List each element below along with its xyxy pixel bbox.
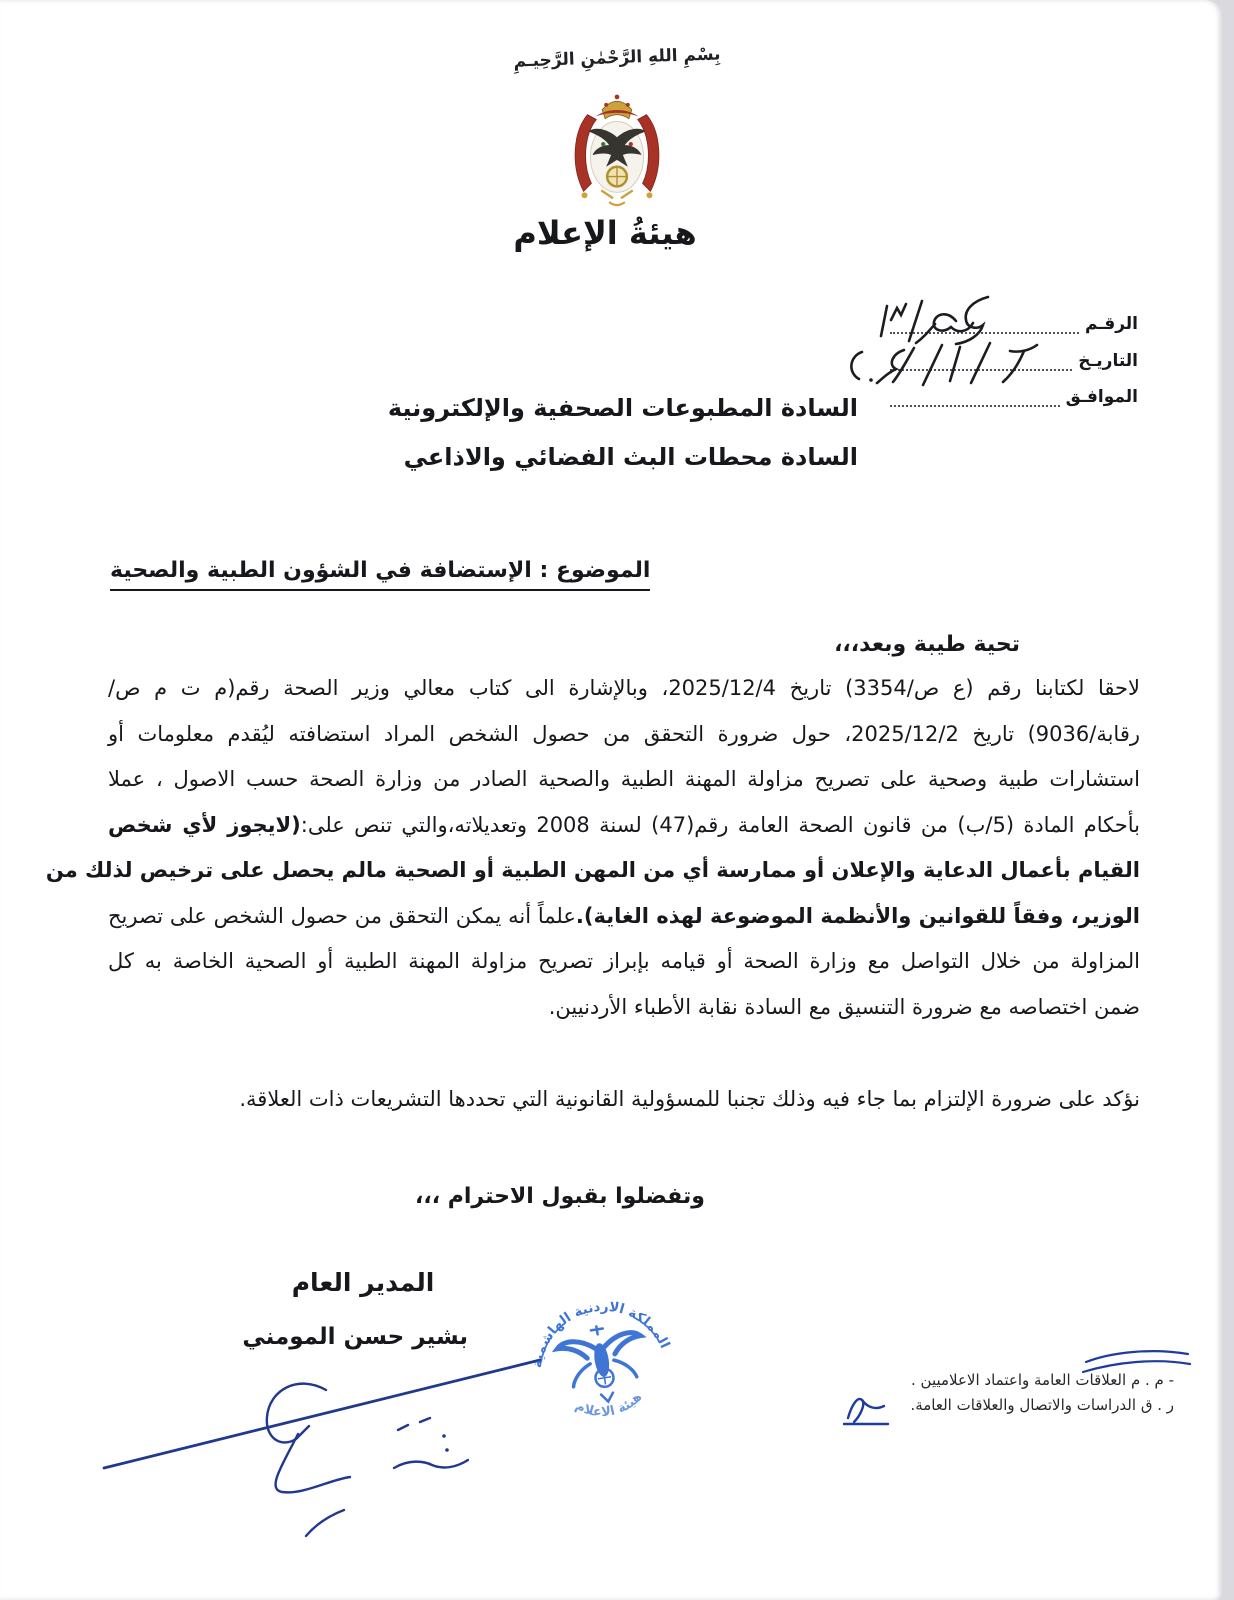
body-line: الوزير، وفقاً للقوانين والأنظمة الموضوعة لهذه الغاية).علماً أنه يمكن التحقق من حصول الشخص على تصريح [108, 903, 1140, 928]
addressee-block [387, 384, 858, 482]
pen-initials [836, 1388, 894, 1430]
subject-text: الموضوع : الإستضافة في الشؤون الطبية والصحية [110, 558, 650, 591]
body-line: بأحكام المادة (5/ب) من قانون الصحة العامة رقم(47) لسنة 2008 وتعديلاته،والتي تنص على:(لايجوز لأي شخص [108, 812, 1141, 837]
signatory-title: المدير العام [291, 1268, 435, 1297]
handwritten-signature [92, 1338, 557, 1568]
svg-text:هيئة الاعلام [571, 1388, 647, 1425]
handwritten-date [838, 334, 1076, 394]
ref-corresponding-label: الموافـق [1065, 387, 1138, 407]
pen-check-strokes [1080, 1344, 1195, 1376]
cc-note-line: ر . ق الدراسات والاتصال والعلاقات العامة. [910, 1396, 1174, 1414]
official-stamp [514, 1271, 689, 1453]
jordan-coat-of-arms [558, 88, 676, 216]
body-line: رقابة/9036) تاريخ 2025/12/2، حول ضرورة التحقق من حصول الشخص المراد استضافته ليُقدم معلومات أو [108, 721, 1141, 746]
body-paragraph-1 [45, 666, 1141, 1030]
cc-note-line: - م . م العلاقات العامة واعتماد الاعلاميين . [910, 1371, 1174, 1389]
body-line: استشارات طبية وصحية على تصريح مزاولة المهنة الطبية والصحية الصادر من وزارة الصحة حسب الاصول ، عملا [108, 767, 1140, 791]
greeting: تحية طيبة وبعد،،، [834, 632, 1020, 657]
body-line: ضمن اختصاصه مع ضرورة التنسيق مع السادة نقابة الأطباء الأردنيين. [548, 994, 1140, 1019]
ref-date-label: التاريـخ [1078, 351, 1138, 371]
addressee-line: السادة المطبوعات الصحفية والإلكترونية [387, 394, 858, 422]
stamp-top-text: المملكة الاردنية الهاشمية [529, 1298, 673, 1369]
body-line: المزاولة من خلال التواصل مع وزارة الصحة أو قيامه بإبراز تصريح مزاولة المهنة الطبية أو الصحية الخاصة به كل [108, 949, 1140, 973]
organization-name: هيئةُ الإعلام [513, 214, 697, 252]
stamp-bottom-text: هيئة الاعلام [572, 1389, 646, 1421]
body-paragraph-2: نؤكد على ضرورة الإلتزام بما جاء فيه وذلك تجنبا للمسؤولية القانونية التي تحددها التشريعات ذات العلاقة. [239, 1087, 1140, 1111]
body-line: لاحقا لكتابنا رقم (ع ص/3354) تاريخ 2025/12/4، وبالإشارة الى كتاب معالي وزير الصحة رقم(م ت م ص/ [108, 676, 1141, 700]
bismillah-calligraphy: بِسْمِ اللهِ الرَّحْمٰنِ الرَّحِيـمِ [513, 44, 721, 72]
subject-line [110, 558, 650, 591]
body-line: القيام بأعمال الدعاية والإعلان أو ممارسة أي من المهن الطبية أو الصحية مالم يحصل على ترخيص لذلك من [45, 858, 1140, 882]
addressee-line: السادة محطات البث الفضائي والاذاعي [403, 443, 858, 471]
closing-salutation: وتفضلوا بقبول الاحترام ،،، [415, 1184, 705, 1209]
signatory-name: بشير حسن المومني [242, 1324, 468, 1350]
ref-number-label: الرقـم [1084, 314, 1138, 334]
